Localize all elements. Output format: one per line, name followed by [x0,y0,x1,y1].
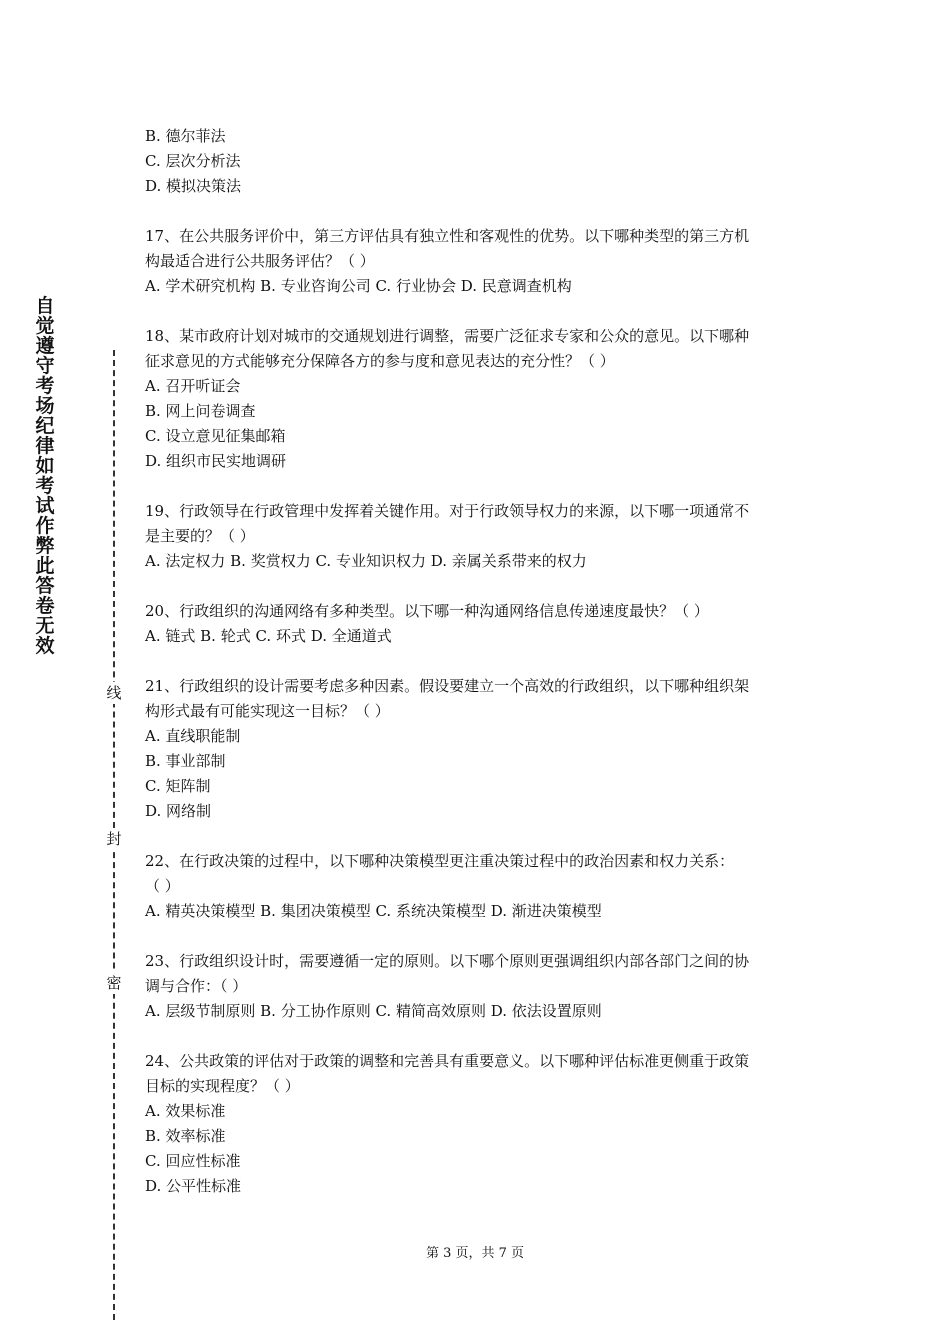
question-17 [145,224,810,299]
question-stem-line: 21、行政组织的设计需要考虑多种因素。假设要建立一个高效的行政组织，以下哪种组织架 [145,677,750,695]
question-stem-line: 目标的实现程度？（ ） [145,1077,300,1095]
option-line: B. 事业部制 [145,752,226,770]
binding-label-secret: 密 [104,972,124,994]
question-stem-line: 19、行政领导在行政管理中发挥着关键作用。对于行政领导权力的来源，以下哪一项通常不 [145,502,750,520]
option-line: D. 组织市民实地调研 [145,452,287,470]
question-22 [145,849,810,924]
exam-discipline-notice: 自觉遵守考场纪律如考试作弊此答卷无效 [35,295,55,657]
option-line: B. 效率标准 [145,1127,226,1145]
binding-label-line: 线 [104,682,124,704]
question-stem-line: （ ） [145,877,180,895]
option-line: C. 回应性标准 [145,1152,241,1170]
question-stem-line: 构形式最有可能实现这一目标？（ ） [145,702,390,720]
question-stem-line: 23、行政组织设计时，需要遵循一定的原则。以下哪个原则更强调组织内部各部门之间的协 [145,952,750,970]
question-24 [145,1049,810,1199]
question-20 [145,599,810,649]
option-line: D. 公平性标准 [145,1177,242,1195]
question-stem-line: 18、某市政府计划对城市的交通规划进行调整，需要广泛征求专家和公众的意见。以下哪种 [145,327,750,345]
option-line: C. 层次分析法 [145,152,241,170]
option-line: C. 矩阵制 [145,777,211,795]
question-19 [145,499,810,574]
option-line: D. 模拟决策法 [145,177,242,195]
option-line: B. 网上问卷调查 [145,402,256,420]
question-stem-line: 22、在行政决策的过程中，以下哪种决策模型更注重决策过程中的政治因素和权力关系： [145,852,735,870]
binding-label-seal: 封 [104,828,124,850]
option-line: A. 效果标准 [145,1102,226,1120]
question-stem-line: 征求意见的方式能够充分保障各方的参与度和意见表达的充分性？（ ） [145,352,615,370]
options-line: A. 精英决策模型 B. 集团决策模型 C. 系统决策模型 D. 渐进决策模型 [145,902,602,920]
question-stem-line: 调与合作：（ ） [145,977,248,995]
question-18 [145,324,810,474]
options-line: A. 层级节制原则 B. 分工协作原则 C. 精简高效原则 D. 依法设置原则 [145,1002,602,1020]
page-number: 第 3 页，共 7 页 [425,1246,525,1261]
options-line: A. 学术研究机构 B. 专业咨询公司 C. 行业协会 D. 民意调查机构 [145,277,572,295]
option-line: B. 德尔菲法 [145,127,226,145]
question-stem-line: 20、行政组织的沟通网络有多种类型。以下哪一种沟通网络信息传递速度最快？（ ） [145,602,709,620]
question-stem-line: 24、公共政策的评估对于政策的调整和完善具有重要意义。以下哪种评估标准更侧重于政策 [145,1052,750,1070]
question-21 [145,674,810,824]
question-16-tail [145,124,810,199]
options-line: A. 法定权力 B. 奖赏权力 C. 专业知识权力 D. 亲属关系带来的权力 [145,552,587,570]
question-content [145,124,810,1199]
question-stem-line: 是主要的？（ ） [145,527,255,545]
question-23 [145,949,810,1024]
option-line: D. 网络制 [145,802,212,820]
question-stem-line: 构最适合进行公共服务评估？（ ） [145,252,375,270]
option-line: C. 设立意见征集邮箱 [145,427,286,445]
question-stem-line: 17、在公共服务评价中，第三方评估具有独立性和客观性的优势。以下哪种类型的第三方机 [145,227,750,245]
option-line: A. 召开听证会 [145,377,241,395]
options-line: A. 链式 B. 轮式 C. 环式 D. 全通道式 [145,627,392,645]
option-line: A. 直线职能制 [145,727,241,745]
